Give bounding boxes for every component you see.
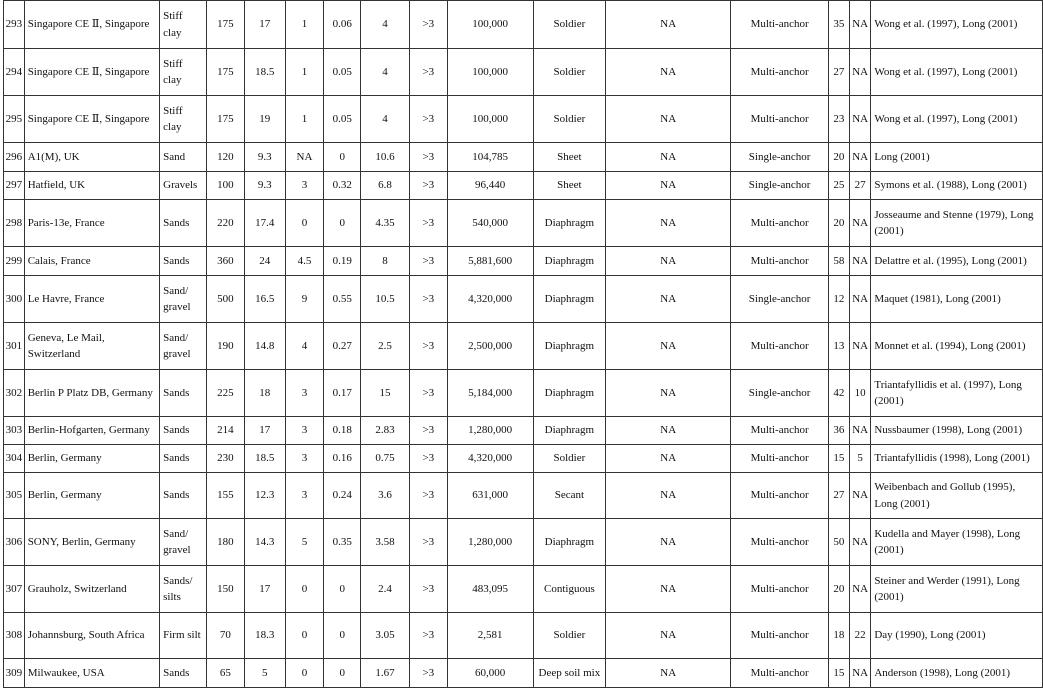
soil-cell: Stiff clay xyxy=(160,1,207,49)
site-cell: Milwaukee, USA xyxy=(24,659,159,688)
value-cell: NA xyxy=(849,49,870,96)
reference-cell: Wong et al. (1997), Long (2001) xyxy=(871,1,1043,49)
value-cell: NA xyxy=(849,200,870,247)
case-history-table xyxy=(3,0,1043,688)
value-cell: 17.4 xyxy=(245,200,285,247)
value-cell: 3 xyxy=(285,473,324,519)
support-type-cell: Multi-anchor xyxy=(731,1,828,49)
value-cell: 5 xyxy=(285,519,324,566)
soil-cell: Gravels xyxy=(160,172,207,200)
site-cell: Singapore CE Ⅱ, Singapore xyxy=(24,49,159,96)
value-cell: 15 xyxy=(828,445,849,473)
wall-type-cell: Diaphragm xyxy=(533,276,605,323)
site-cell: Hatfield, UK xyxy=(24,172,159,200)
value-cell: 100,000 xyxy=(447,1,533,49)
site-cell: Geneva, Le Mail, Switzerland xyxy=(24,323,159,370)
value-cell: 0.18 xyxy=(324,417,360,445)
value-cell: >3 xyxy=(410,659,447,688)
reference-cell: Nussbaumer (1998), Long (2001) xyxy=(871,417,1043,445)
value-cell: 0 xyxy=(324,143,360,172)
value-cell: NA xyxy=(285,143,324,172)
table-row xyxy=(4,519,1043,566)
value-cell: 10.6 xyxy=(360,143,409,172)
value-cell: NA xyxy=(606,323,731,370)
case-number: 305 xyxy=(4,473,25,519)
value-cell: >3 xyxy=(410,143,447,172)
reference-cell: Long (2001) xyxy=(871,143,1043,172)
wall-type-cell: Sheet xyxy=(533,172,605,200)
support-type-cell: Single-anchor xyxy=(731,370,828,417)
wall-type-cell: Soldier xyxy=(533,1,605,49)
value-cell: 104,785 xyxy=(447,143,533,172)
value-cell: 3.05 xyxy=(360,613,409,659)
value-cell: NA xyxy=(606,49,731,96)
value-cell: 4 xyxy=(285,323,324,370)
support-type-cell: Multi-anchor xyxy=(731,519,828,566)
value-cell: >3 xyxy=(410,417,447,445)
site-cell: Paris-13e, France xyxy=(24,200,159,247)
value-cell: 225 xyxy=(206,370,244,417)
value-cell: NA xyxy=(606,417,731,445)
value-cell: NA xyxy=(606,519,731,566)
value-cell: 16.5 xyxy=(245,276,285,323)
value-cell: NA xyxy=(606,276,731,323)
soil-cell: Sand/ gravel xyxy=(160,323,207,370)
reference-cell: Maquet (1981), Long (2001) xyxy=(871,276,1043,323)
case-number: 308 xyxy=(4,613,25,659)
reference-cell: Weibenbach and Gollub (1995), Long (2001) xyxy=(871,473,1043,519)
value-cell: 0 xyxy=(324,200,360,247)
value-cell: >3 xyxy=(410,1,447,49)
wall-type-cell: Diaphragm xyxy=(533,323,605,370)
value-cell: >3 xyxy=(410,519,447,566)
reference-cell: Josseaume and Stenne (1979), Long (2001) xyxy=(871,200,1043,247)
wall-type-cell: Sheet xyxy=(533,143,605,172)
value-cell: NA xyxy=(849,417,870,445)
value-cell: NA xyxy=(849,659,870,688)
table-row xyxy=(4,143,1043,172)
value-cell: 3 xyxy=(285,172,324,200)
value-cell: 0 xyxy=(324,659,360,688)
support-type-cell: Multi-anchor xyxy=(731,613,828,659)
data-table-container xyxy=(3,0,1043,688)
value-cell: NA xyxy=(606,96,731,143)
value-cell: 0.27 xyxy=(324,323,360,370)
value-cell: 2.4 xyxy=(360,566,409,613)
value-cell: 5 xyxy=(849,445,870,473)
value-cell: 4,320,000 xyxy=(447,276,533,323)
value-cell: 500 xyxy=(206,276,244,323)
value-cell: 155 xyxy=(206,473,244,519)
value-cell: 220 xyxy=(206,200,244,247)
value-cell: 214 xyxy=(206,417,244,445)
value-cell: NA xyxy=(606,659,731,688)
value-cell: 0 xyxy=(285,566,324,613)
value-cell: NA xyxy=(849,143,870,172)
value-cell: NA xyxy=(606,200,731,247)
value-cell: 3 xyxy=(285,417,324,445)
value-cell: >3 xyxy=(410,323,447,370)
soil-cell: Sands/ silts xyxy=(160,566,207,613)
table-row xyxy=(4,566,1043,613)
table-row xyxy=(4,445,1043,473)
site-cell: Grauholz, Switzerland xyxy=(24,566,159,613)
value-cell: 0.75 xyxy=(360,445,409,473)
value-cell: 65 xyxy=(206,659,244,688)
value-cell: 0.55 xyxy=(324,276,360,323)
reference-cell: Day (1990), Long (2001) xyxy=(871,613,1043,659)
value-cell: >3 xyxy=(410,613,447,659)
value-cell: >3 xyxy=(410,49,447,96)
table-row xyxy=(4,323,1043,370)
table-row xyxy=(4,49,1043,96)
value-cell: 0 xyxy=(324,566,360,613)
wall-type-cell: Soldier xyxy=(533,49,605,96)
value-cell: NA xyxy=(606,473,731,519)
value-cell: 2,581 xyxy=(447,613,533,659)
site-cell: Berlin, Germany xyxy=(24,473,159,519)
value-cell: 631,000 xyxy=(447,473,533,519)
soil-cell: Sands xyxy=(160,247,207,276)
value-cell: NA xyxy=(849,247,870,276)
support-type-cell: Single-anchor xyxy=(731,276,828,323)
case-number: 303 xyxy=(4,417,25,445)
soil-cell: Firm silt xyxy=(160,613,207,659)
wall-type-cell: Soldier xyxy=(533,96,605,143)
value-cell: 0.06 xyxy=(324,1,360,49)
reference-cell: Symons et al. (1988), Long (2001) xyxy=(871,172,1043,200)
value-cell: >3 xyxy=(410,96,447,143)
value-cell: 10.5 xyxy=(360,276,409,323)
value-cell: 175 xyxy=(206,1,244,49)
value-cell: 10 xyxy=(849,370,870,417)
site-cell: A1(M), UK xyxy=(24,143,159,172)
value-cell: 3 xyxy=(285,370,324,417)
value-cell: 0 xyxy=(285,613,324,659)
value-cell: NA xyxy=(606,247,731,276)
reference-cell: Triantafyllidis et al. (1997), Long (2001) xyxy=(871,370,1043,417)
site-cell: Johannsburg, South Africa xyxy=(24,613,159,659)
case-number: 295 xyxy=(4,96,25,143)
soil-cell: Sands xyxy=(160,473,207,519)
value-cell: 17 xyxy=(245,417,285,445)
value-cell: >3 xyxy=(410,445,447,473)
value-cell: 0.35 xyxy=(324,519,360,566)
value-cell: 2,500,000 xyxy=(447,323,533,370)
wall-type-cell: Diaphragm xyxy=(533,200,605,247)
site-cell: Calais, France xyxy=(24,247,159,276)
value-cell: 18.5 xyxy=(245,445,285,473)
case-number: 309 xyxy=(4,659,25,688)
case-number: 304 xyxy=(4,445,25,473)
value-cell: 150 xyxy=(206,566,244,613)
value-cell: 360 xyxy=(206,247,244,276)
value-cell: 15 xyxy=(828,659,849,688)
table-row xyxy=(4,276,1043,323)
value-cell: 25 xyxy=(828,172,849,200)
value-cell: 0 xyxy=(324,613,360,659)
site-cell: Berlin-Hofgarten, Germany xyxy=(24,417,159,445)
soil-cell: Sand/ gravel xyxy=(160,519,207,566)
value-cell: 3 xyxy=(285,445,324,473)
value-cell: 5 xyxy=(245,659,285,688)
soil-cell: Stiff clay xyxy=(160,49,207,96)
value-cell: NA xyxy=(849,519,870,566)
value-cell: NA xyxy=(849,473,870,519)
table-row xyxy=(4,370,1043,417)
value-cell: >3 xyxy=(410,370,447,417)
value-cell: 12 xyxy=(828,276,849,323)
value-cell: 18.5 xyxy=(245,49,285,96)
reference-cell: Anderson (1998), Long (2001) xyxy=(871,659,1043,688)
reference-cell: Wong et al. (1997), Long (2001) xyxy=(871,96,1043,143)
soil-cell: Stiff clay xyxy=(160,96,207,143)
table-row xyxy=(4,200,1043,247)
value-cell: 9 xyxy=(285,276,324,323)
value-cell: 0 xyxy=(285,200,324,247)
value-cell: 175 xyxy=(206,49,244,96)
table-row xyxy=(4,613,1043,659)
support-type-cell: Multi-anchor xyxy=(731,200,828,247)
case-number: 298 xyxy=(4,200,25,247)
support-type-cell: Single-anchor xyxy=(731,143,828,172)
value-cell: 13 xyxy=(828,323,849,370)
value-cell: 1.67 xyxy=(360,659,409,688)
case-number: 302 xyxy=(4,370,25,417)
support-type-cell: Multi-anchor xyxy=(731,96,828,143)
support-type-cell: Multi-anchor xyxy=(731,473,828,519)
value-cell: 0.24 xyxy=(324,473,360,519)
value-cell: 1 xyxy=(285,49,324,96)
value-cell: NA xyxy=(606,172,731,200)
support-type-cell: Multi-anchor xyxy=(731,659,828,688)
table-row xyxy=(4,247,1043,276)
case-number: 300 xyxy=(4,276,25,323)
value-cell: 100 xyxy=(206,172,244,200)
soil-cell: Sands xyxy=(160,445,207,473)
value-cell: 58 xyxy=(828,247,849,276)
value-cell: 120 xyxy=(206,143,244,172)
value-cell: 1,280,000 xyxy=(447,417,533,445)
support-type-cell: Multi-anchor xyxy=(731,445,828,473)
wall-type-cell: Contiguous xyxy=(533,566,605,613)
soil-cell: Sands xyxy=(160,417,207,445)
value-cell: 9.3 xyxy=(245,172,285,200)
table-row xyxy=(4,473,1043,519)
case-number: 307 xyxy=(4,566,25,613)
site-cell: Singapore CE Ⅱ, Singapore xyxy=(24,1,159,49)
value-cell: 24 xyxy=(245,247,285,276)
value-cell: 18 xyxy=(245,370,285,417)
value-cell: 0.05 xyxy=(324,49,360,96)
value-cell: 180 xyxy=(206,519,244,566)
value-cell: >3 xyxy=(410,473,447,519)
value-cell: 190 xyxy=(206,323,244,370)
value-cell: 70 xyxy=(206,613,244,659)
wall-type-cell: Diaphragm xyxy=(533,417,605,445)
value-cell: 8 xyxy=(360,247,409,276)
reference-cell: Monnet et al. (1994), Long (2001) xyxy=(871,323,1043,370)
support-type-cell: Multi-anchor xyxy=(731,566,828,613)
soil-cell: Sands xyxy=(160,659,207,688)
value-cell: NA xyxy=(849,276,870,323)
value-cell: >3 xyxy=(410,247,447,276)
value-cell: 5,881,600 xyxy=(447,247,533,276)
value-cell: 12.3 xyxy=(245,473,285,519)
wall-type-cell: Soldier xyxy=(533,613,605,659)
support-type-cell: Multi-anchor xyxy=(731,417,828,445)
value-cell: 1,280,000 xyxy=(447,519,533,566)
case-number: 306 xyxy=(4,519,25,566)
value-cell: NA xyxy=(606,566,731,613)
value-cell: 96,440 xyxy=(447,172,533,200)
reference-cell: Triantafyllidis (1998), Long (2001) xyxy=(871,445,1043,473)
support-type-cell: Multi-anchor xyxy=(731,323,828,370)
value-cell: 4 xyxy=(360,1,409,49)
table-row xyxy=(4,659,1043,688)
case-number: 294 xyxy=(4,49,25,96)
wall-type-cell: Diaphragm xyxy=(533,247,605,276)
value-cell: 230 xyxy=(206,445,244,473)
value-cell: NA xyxy=(606,1,731,49)
value-cell: 27 xyxy=(828,473,849,519)
value-cell: NA xyxy=(849,1,870,49)
value-cell: 0.17 xyxy=(324,370,360,417)
value-cell: 9.3 xyxy=(245,143,285,172)
site-cell: SONY, Berlin, Germany xyxy=(24,519,159,566)
wall-type-cell: Soldier xyxy=(533,445,605,473)
wall-type-cell: Diaphragm xyxy=(533,519,605,566)
value-cell: 2.5 xyxy=(360,323,409,370)
wall-type-cell: Secant xyxy=(533,473,605,519)
value-cell: 2.83 xyxy=(360,417,409,445)
value-cell: 14.8 xyxy=(245,323,285,370)
value-cell: NA xyxy=(606,613,731,659)
value-cell: 18 xyxy=(828,613,849,659)
value-cell: 17 xyxy=(245,1,285,49)
case-number: 293 xyxy=(4,1,25,49)
value-cell: 60,000 xyxy=(447,659,533,688)
value-cell: >3 xyxy=(410,200,447,247)
site-cell: Le Havre, France xyxy=(24,276,159,323)
reference-cell: Kudella and Mayer (1998), Long (2001) xyxy=(871,519,1043,566)
site-cell: Berlin P Platz DB, Germany xyxy=(24,370,159,417)
reference-cell: Steiner and Werder (1991), Long (2001) xyxy=(871,566,1043,613)
value-cell: 17 xyxy=(245,566,285,613)
value-cell: 14.3 xyxy=(245,519,285,566)
value-cell: 3.58 xyxy=(360,519,409,566)
value-cell: NA xyxy=(849,96,870,143)
value-cell: 19 xyxy=(245,96,285,143)
value-cell: 540,000 xyxy=(447,200,533,247)
value-cell: 20 xyxy=(828,200,849,247)
value-cell: 23 xyxy=(828,96,849,143)
value-cell: 36 xyxy=(828,417,849,445)
case-number: 299 xyxy=(4,247,25,276)
value-cell: NA xyxy=(606,370,731,417)
reference-cell: Delattre et al. (1995), Long (2001) xyxy=(871,247,1043,276)
value-cell: 0.16 xyxy=(324,445,360,473)
value-cell: 42 xyxy=(828,370,849,417)
value-cell: 4.5 xyxy=(285,247,324,276)
value-cell: NA xyxy=(606,445,731,473)
value-cell: 3.6 xyxy=(360,473,409,519)
value-cell: 100,000 xyxy=(447,96,533,143)
value-cell: 0.19 xyxy=(324,247,360,276)
table-row xyxy=(4,96,1043,143)
value-cell: 6.8 xyxy=(360,172,409,200)
value-cell: >3 xyxy=(410,172,447,200)
value-cell: 483,095 xyxy=(447,566,533,613)
value-cell: 1 xyxy=(285,96,324,143)
wall-type-cell: Deep soil mix xyxy=(533,659,605,688)
value-cell: NA xyxy=(606,143,731,172)
value-cell: NA xyxy=(849,323,870,370)
value-cell: 4 xyxy=(360,96,409,143)
value-cell: 4,320,000 xyxy=(447,445,533,473)
value-cell: 50 xyxy=(828,519,849,566)
value-cell: 18.3 xyxy=(245,613,285,659)
wall-type-cell: Diaphragm xyxy=(533,370,605,417)
value-cell: 5,184,000 xyxy=(447,370,533,417)
value-cell: 175 xyxy=(206,96,244,143)
case-number: 301 xyxy=(4,323,25,370)
value-cell: 15 xyxy=(360,370,409,417)
value-cell: 0.05 xyxy=(324,96,360,143)
site-cell: Berlin, Germany xyxy=(24,445,159,473)
value-cell: 0.32 xyxy=(324,172,360,200)
value-cell: 1 xyxy=(285,1,324,49)
soil-cell: Sand xyxy=(160,143,207,172)
case-number: 296 xyxy=(4,143,25,172)
table-row xyxy=(4,172,1043,200)
reference-cell: Wong et al. (1997), Long (2001) xyxy=(871,49,1043,96)
value-cell: NA xyxy=(849,566,870,613)
value-cell: 35 xyxy=(828,1,849,49)
value-cell: 27 xyxy=(828,49,849,96)
value-cell: 20 xyxy=(828,566,849,613)
value-cell: 4 xyxy=(360,49,409,96)
support-type-cell: Multi-anchor xyxy=(731,247,828,276)
soil-cell: Sands xyxy=(160,200,207,247)
table-row xyxy=(4,1,1043,49)
support-type-cell: Single-anchor xyxy=(731,172,828,200)
table-row xyxy=(4,417,1043,445)
value-cell: 4.35 xyxy=(360,200,409,247)
value-cell: 20 xyxy=(828,143,849,172)
soil-cell: Sands xyxy=(160,370,207,417)
site-cell: Singapore CE Ⅱ, Singapore xyxy=(24,96,159,143)
value-cell: 22 xyxy=(849,613,870,659)
case-number: 297 xyxy=(4,172,25,200)
value-cell: >3 xyxy=(410,276,447,323)
value-cell: 0 xyxy=(285,659,324,688)
value-cell: 100,000 xyxy=(447,49,533,96)
soil-cell: Sand/ gravel xyxy=(160,276,207,323)
value-cell: >3 xyxy=(410,566,447,613)
support-type-cell: Multi-anchor xyxy=(731,49,828,96)
value-cell: 27 xyxy=(849,172,870,200)
